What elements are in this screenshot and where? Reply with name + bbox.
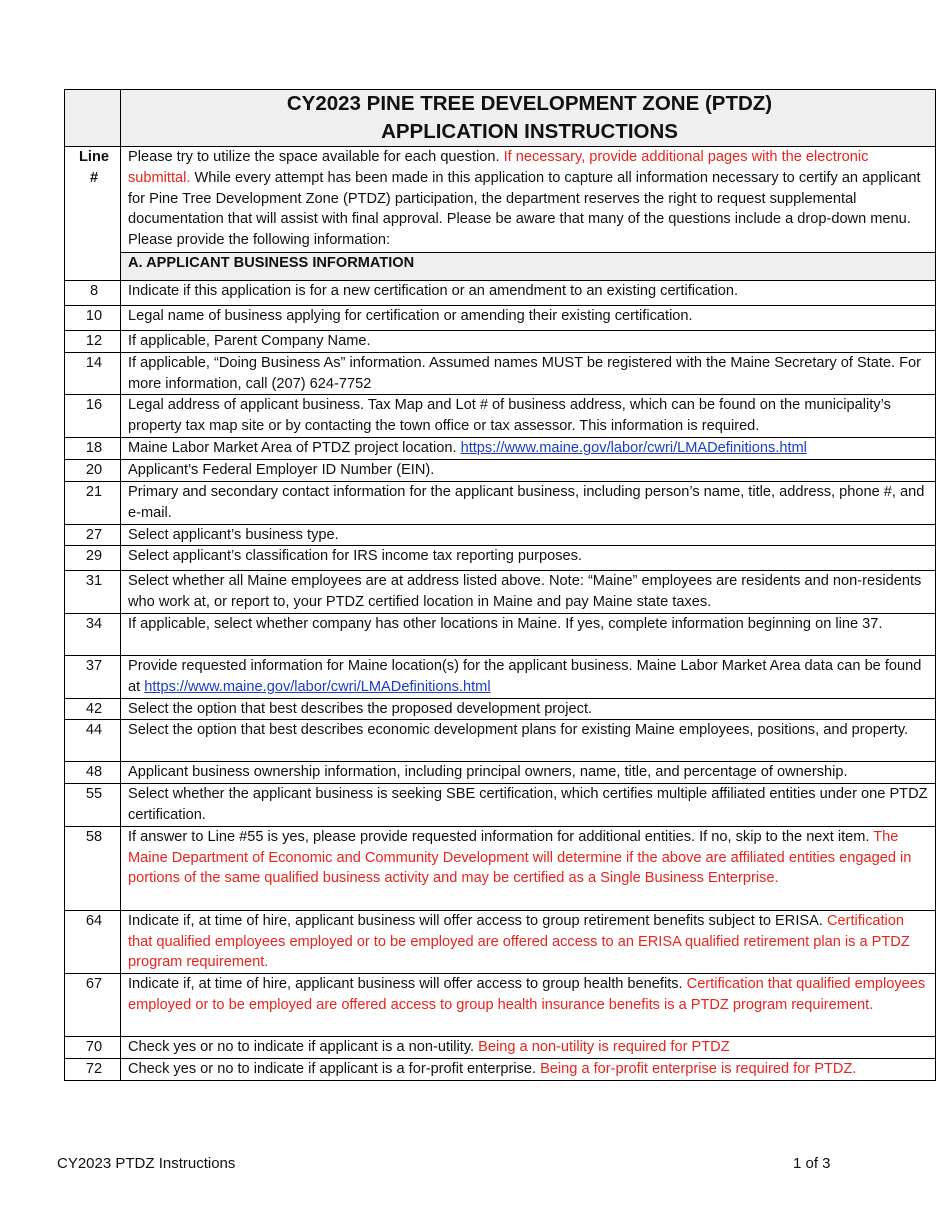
instruction-text bbox=[121, 460, 936, 482]
instruction-body: Select whether all Maine employees are at address listed above. Note: “Maine” employees are residents and non-residents who work at, or report to, your PTDZ certified location in Maine and pay Maine state taxes. bbox=[128, 573, 922, 611]
instruction-text bbox=[121, 1037, 936, 1059]
instruction-text bbox=[121, 330, 936, 352]
instruction-text bbox=[121, 524, 936, 546]
table-row bbox=[65, 720, 936, 762]
line-number: 58 bbox=[65, 826, 121, 910]
instruction-body: Indicate if, at time of hire, applicant business will offer access to group retirement benefits subject to ERISA. bbox=[128, 912, 827, 929]
instruction-text bbox=[121, 546, 936, 571]
intro-part-1: Please try to utilize the space available for each question. bbox=[128, 149, 504, 165]
instruction-text bbox=[121, 655, 936, 698]
instruction-body: Select applicant’s classification for IRS income tax reporting purposes. bbox=[128, 548, 582, 565]
table-row bbox=[65, 330, 936, 352]
line-number: 34 bbox=[65, 613, 121, 655]
instruction-body: If applicable, Parent Company Name. bbox=[128, 332, 371, 349]
instruction-body: Check yes or no to indicate if applicant is a for-profit enterprise. bbox=[128, 1060, 541, 1077]
instruction-body: Select applicant’s business type. bbox=[128, 526, 339, 543]
instruction-text bbox=[121, 305, 936, 330]
line-number: 70 bbox=[65, 1037, 121, 1059]
instruction-body: Maine Labor Market Area of PTDZ project location. bbox=[128, 440, 461, 457]
document-title bbox=[121, 90, 936, 147]
line-number: 10 bbox=[65, 305, 121, 330]
table-row bbox=[65, 784, 936, 827]
footer-page-number: 1 of 3 bbox=[793, 1155, 831, 1172]
instruction-body: Primary and secondary contact information for the applicant business, including person’s name, title, address, phone #, and e-mail. bbox=[128, 483, 925, 521]
instruction-body: If applicable, select whether company has other locations in Maine. If yes, complete information beginning on line 37. bbox=[128, 615, 883, 632]
intro-part-3: While every attempt has been made in this application to capture all information necessary to certify an applicant for Pine Tree Development Zone (PTDZ) participation, the department reserves the right to request supplemental documentation that will assist with final approval. Please be aware that many of the questions include a drop-down menu. Please provide the following information: bbox=[128, 169, 921, 249]
line-number: 16 bbox=[65, 395, 121, 438]
table-row bbox=[65, 655, 936, 698]
instruction-body: Select the option that best describes economic development plans for existing Maine employees, positions, and property. bbox=[128, 722, 909, 739]
requirement-note: The Maine Department of Economic and Community Development will determine if the above are affiliated entities engaged in portions of the same qualified business activity and may be certified as a Single Business Enterprise. bbox=[128, 828, 912, 887]
requirement-note: Being a for-profit enterprise is required for PTDZ. bbox=[540, 1060, 857, 1077]
intro-part-2-red: If necessary, provide additional pages with the electronic submittal. bbox=[128, 149, 869, 186]
instruction-body: Check yes or no to indicate if applicant is a non-utility. bbox=[128, 1039, 479, 1056]
instruction-text bbox=[121, 720, 936, 762]
instruction-body: Select the option that best describes the proposed development project. bbox=[128, 700, 593, 717]
instruction-body: Applicant’s Federal Employer ID Number (EIN). bbox=[128, 462, 435, 479]
table-row bbox=[65, 481, 936, 524]
instruction-text bbox=[121, 698, 936, 720]
line-number: 44 bbox=[65, 720, 121, 762]
table-row bbox=[65, 826, 936, 910]
table-row bbox=[65, 1058, 936, 1080]
instruction-text bbox=[121, 762, 936, 784]
title-line-2: APPLICATION INSTRUCTIONS bbox=[381, 120, 678, 143]
instruction-text bbox=[121, 910, 936, 973]
line-number: 42 bbox=[65, 698, 121, 720]
line-number: 27 bbox=[65, 524, 121, 546]
intro-text bbox=[121, 147, 936, 253]
table-row bbox=[65, 438, 936, 460]
table-row bbox=[65, 460, 936, 482]
table-row bbox=[65, 280, 936, 305]
title-corner-cell bbox=[65, 90, 121, 147]
instruction-body: If answer to Line #55 is yes, please provide requested information for additional entities. If no, skip to the next item. bbox=[128, 828, 874, 845]
instruction-body: Indicate if, at time of hire, applicant business will offer access to group health benefits. bbox=[128, 976, 687, 993]
line-number: 64 bbox=[65, 910, 121, 973]
table-row bbox=[65, 762, 936, 784]
instruction-rows bbox=[65, 280, 936, 1080]
instruction-text bbox=[121, 352, 936, 395]
line-number-header bbox=[65, 147, 121, 281]
line-number: 14 bbox=[65, 352, 121, 395]
instruction-text bbox=[121, 784, 936, 827]
requirement-note: Certification that qualified employees employed or to be employed are offered access to group health insurance benefits is a PTDZ program requirement. bbox=[128, 976, 926, 1013]
instruction-text bbox=[121, 280, 936, 305]
instruction-text bbox=[121, 481, 936, 524]
instruction-body: If applicable, “Doing Business As” information. Assumed names MUST be registered with the Maine Secretary of State. For more information, call (207) 624-7752 bbox=[128, 354, 922, 392]
lma-definitions-link[interactable]: https://www.maine.gov/labor/cwri/LMADefinitions.html bbox=[144, 678, 491, 695]
line-number: 67 bbox=[65, 974, 121, 1037]
section-a-heading: A. APPLICANT BUSINESS INFORMATION bbox=[121, 252, 936, 280]
table-row bbox=[65, 352, 936, 395]
intro-row bbox=[65, 147, 936, 253]
instruction-text bbox=[121, 395, 936, 438]
instruction-body: Provide requested information for Maine location(s) for the applicant business. Maine Labor Market Area data can be found at bbox=[128, 657, 922, 695]
title-row bbox=[65, 90, 936, 147]
lma-definitions-link[interactable]: https://www.maine.gov/labor/cwri/LMADefinitions.html bbox=[460, 440, 807, 457]
instruction-body: Legal address of applicant business. Tax Map and Lot # of business address, which can be found on the municipality’s property tax map site or by contacting the town office or tax assessor. This information is required. bbox=[128, 397, 891, 435]
line-number: 12 bbox=[65, 330, 121, 352]
line-number: 72 bbox=[65, 1058, 121, 1080]
table-row bbox=[65, 305, 936, 330]
table-row bbox=[65, 571, 936, 614]
table-row bbox=[65, 698, 936, 720]
instruction-body: Select whether the applicant business is seeking SBE certification, which certifies multiple affiliated entities under one PTDZ certification. bbox=[128, 786, 928, 823]
table-row bbox=[65, 524, 936, 546]
requirement-note: Certification that qualified employees employed or to be employed are offered access to an ERISA qualified retirement plan is a PTDZ program requirement. bbox=[128, 912, 910, 971]
line-header-top: Line bbox=[79, 149, 109, 165]
line-number: 20 bbox=[65, 460, 121, 482]
instructions-table bbox=[64, 89, 936, 1081]
instruction-body: Indicate if this application is for a new certification or an amendment to an existing certification. bbox=[128, 282, 739, 299]
requirement-note: Being a non-utility is required for PTDZ bbox=[478, 1039, 730, 1056]
instruction-text bbox=[121, 826, 936, 910]
table-row bbox=[65, 974, 936, 1037]
instruction-text bbox=[121, 438, 936, 460]
instruction-body: Legal name of business applying for certification or amending their existing certification. bbox=[128, 307, 693, 324]
line-header-bottom: # bbox=[89, 169, 99, 186]
line-number: 48 bbox=[65, 762, 121, 784]
table-row bbox=[65, 1037, 936, 1059]
table-row bbox=[65, 395, 936, 438]
line-number: 37 bbox=[65, 655, 121, 698]
instruction-text bbox=[121, 1058, 936, 1080]
table-row bbox=[65, 613, 936, 655]
line-number: 8 bbox=[65, 280, 121, 305]
line-number: 18 bbox=[65, 438, 121, 460]
line-number: 21 bbox=[65, 481, 121, 524]
footer-document-name: CY2023 PTDZ Instructions bbox=[57, 1155, 236, 1172]
instruction-text bbox=[121, 571, 936, 614]
table-row bbox=[65, 546, 936, 571]
table-row bbox=[65, 910, 936, 973]
title-line-1: CY2023 PINE TREE DEVELOPMENT ZONE (PTDZ) bbox=[286, 92, 773, 115]
line-number: 55 bbox=[65, 784, 121, 827]
line-number: 31 bbox=[65, 571, 121, 614]
section-a-row bbox=[65, 252, 936, 280]
line-number: 29 bbox=[65, 546, 121, 571]
instruction-body: Applicant business ownership information, including principal owners, name, title, and percentage of ownership. bbox=[128, 764, 848, 781]
instruction-text bbox=[121, 974, 936, 1037]
instruction-text bbox=[121, 613, 936, 655]
